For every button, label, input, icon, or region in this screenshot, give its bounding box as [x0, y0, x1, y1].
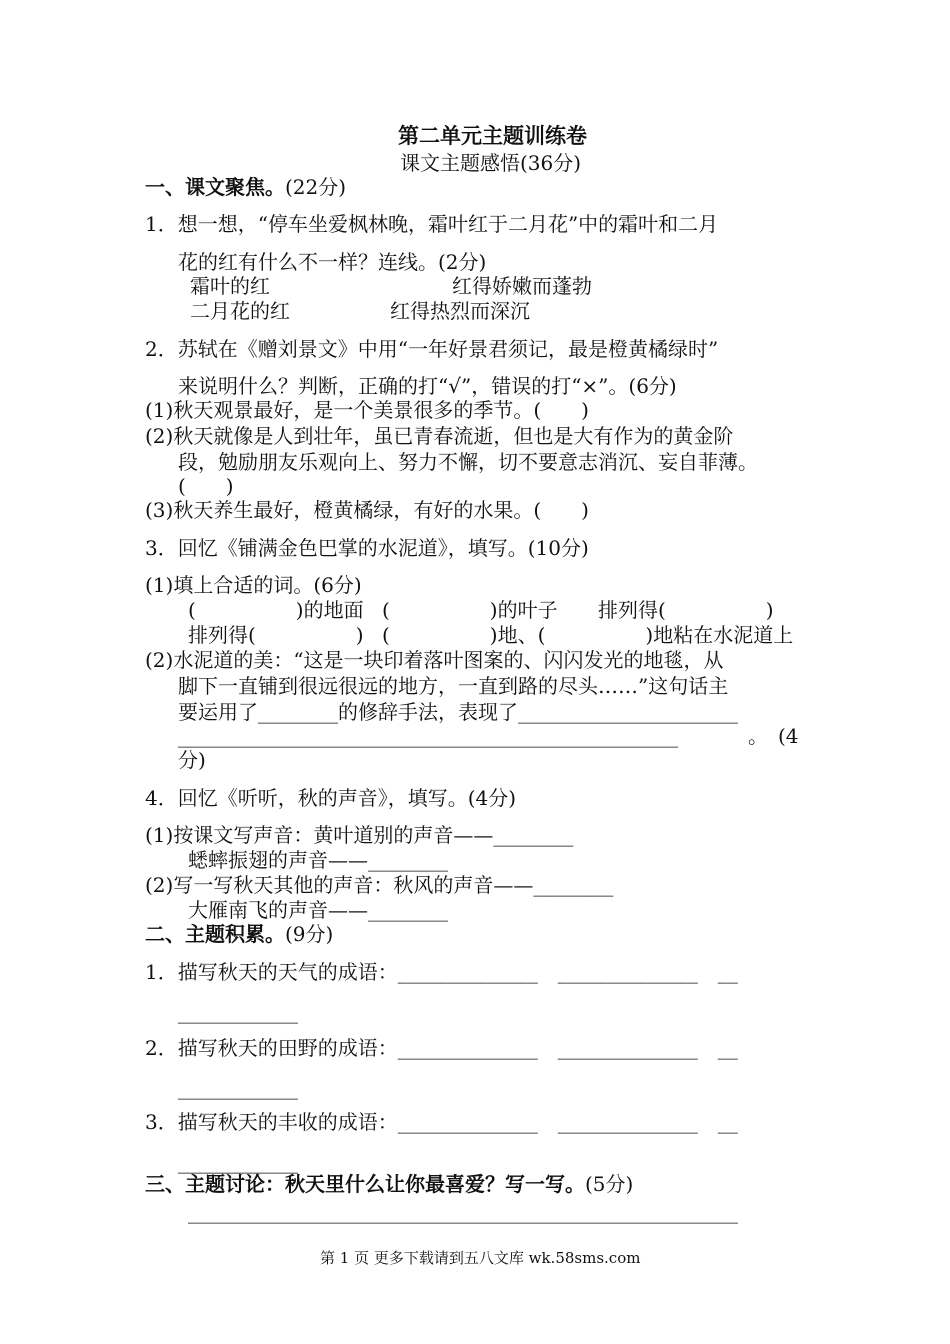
q3-sub2d: __________________________________________________	[178, 724, 678, 748]
q3-line1: 3．回忆《铺满金色巴掌的水泥道》，填写。(10分)	[145, 536, 589, 560]
q3-blank3: 排列得( )	[598, 598, 774, 622]
q1-left2: 二月花的红	[190, 299, 290, 323]
q3-sub1: (1)填上合适的词。(6分)	[145, 573, 362, 597]
page-footer: 第 1 页 更多下载请到五八文库 wk.58sms.com	[320, 1249, 641, 1267]
page-subtitle: 课文主题感悟(36分)	[400, 151, 582, 175]
q2-line1: 2．苏轼在《赠刘景文》中用“一年好景君须记，最是橙黄橘绿时”	[145, 337, 719, 361]
q3-blank5: ( )地、( )地粘在水泥道上	[382, 623, 794, 647]
section3-title	[145, 1172, 633, 1196]
q4-sub1b: 蟋蟀振翅的声音——________	[188, 848, 448, 872]
q2-item2c: ( )	[178, 474, 234, 498]
q1-left1: 霜叶的红	[190, 274, 270, 298]
s2-q3-cont: ____________	[178, 1150, 298, 1174]
q3-sub2a: (2)水泥道的美：“这是一块印着落叶图案的、闪闪发光的地毯，从	[145, 648, 724, 672]
section3-heading: 三、主题讨论：秋天里什么让你最喜爱？写一写。	[145, 1172, 585, 1196]
s2-q1-cont: ____________	[178, 1000, 298, 1024]
section2-title	[145, 922, 333, 946]
section3-points: (5分)	[585, 1172, 634, 1196]
section1-points: (22分)	[285, 175, 347, 199]
q3-sub2d-end: 。 (4	[748, 724, 799, 748]
q3-blank2: ( )的叶子	[382, 598, 558, 622]
q1-right1: 红得娇嫩而蓬勃	[452, 274, 592, 298]
s2-q3: 3．描写秋天的丰收的成语：______________ ______________ __	[145, 1110, 738, 1134]
q1-line2: 花的红有什么不一样？连线。(2分)	[178, 250, 487, 274]
s3-answer-line: _______________________________________________________	[188, 1200, 738, 1224]
section1-heading: 一、课文聚焦。	[145, 175, 285, 199]
q1-right2: 红得热烈而深沉	[390, 299, 530, 323]
q3-sub2c: 要运用了________的修辞手法，表现了______________________	[178, 700, 738, 724]
q3-blank1: ( )的地面	[188, 598, 364, 622]
s2-q2-cont: ____________	[178, 1076, 298, 1100]
q2-item1: (1)秋天观景最好，是一个美景很多的季节。( )	[145, 398, 589, 422]
q3-blank4: 排列得( )	[188, 623, 364, 647]
q1-line1: 1．想一想，“停车坐爱枫林晚，霜叶红于二月花”中的霜叶和二月	[145, 212, 719, 236]
q4-line1: 4．回忆《听听，秋的声音》，填写。(4分)	[145, 786, 517, 810]
section2-points: (9分)	[285, 922, 334, 946]
page-title: 第二单元主题训练卷	[398, 123, 587, 148]
q3-sub2b: 脚下一直铺到很远很远的地方，一直到路的尽头……”这句话主	[178, 674, 729, 698]
q2-line2: 来说明什么？判断，正确的打“√”，错误的打“×”。(6分)	[178, 374, 677, 398]
q3-sub2e: 分)	[178, 748, 206, 772]
q4-sub2b: 大雁南飞的声音——________	[188, 898, 448, 922]
s2-q1: 1．描写秋天的天气的成语：______________ ______________ __	[145, 960, 738, 984]
q4-sub2a: (2)写一写秋天其他的声音：秋风的声音——________	[145, 873, 614, 897]
q4-sub1a: (1)按课文写声音：黄叶道别的声音——________	[145, 823, 574, 847]
q2-item2a: (2)秋天就像是人到壮年，虽已青春流逝，但也是大有作为的黄金阶	[145, 424, 734, 448]
section1-title	[145, 175, 346, 199]
q2-item3: (3)秋天养生最好，橙黄橘绿，有好的水果。( )	[145, 498, 589, 522]
section2-heading: 二、主题积累。	[145, 922, 285, 946]
q2-item2b: 段，勉励朋友乐观向上、努力不懈，切不要意志消沉、妄自菲薄。	[178, 450, 758, 474]
s2-q2: 2．描写秋天的田野的成语：______________ ______________ __	[145, 1036, 738, 1060]
